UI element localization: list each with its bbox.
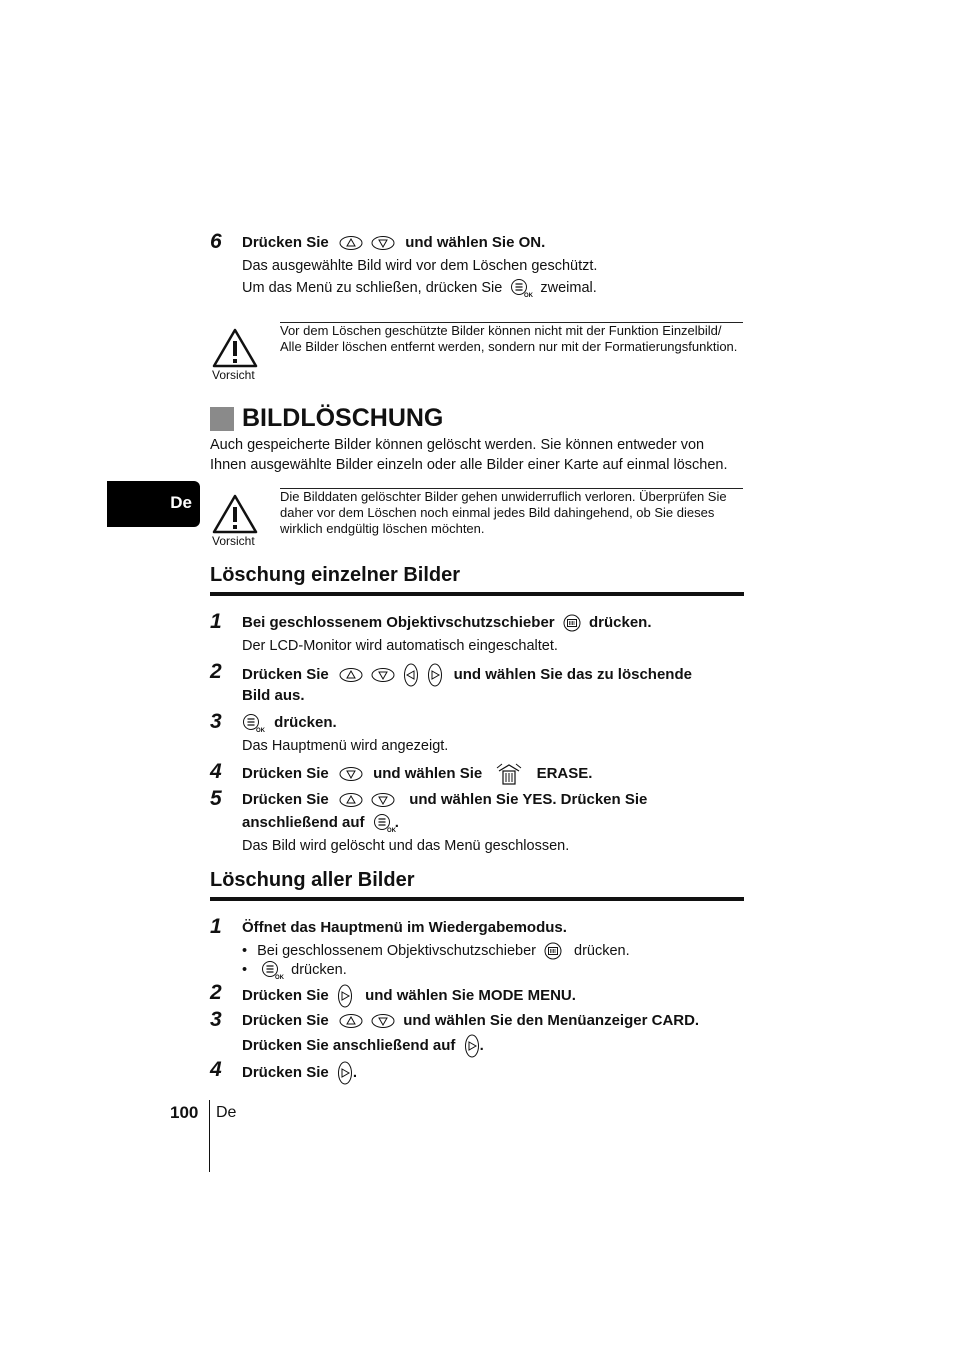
step-number: 2 (210, 660, 222, 683)
step-number: 1 (210, 915, 222, 938)
step-instruction: Drücken Sie und wählen Sie ON. (242, 234, 546, 251)
quickview-button-icon (563, 614, 581, 632)
section-title: BILDLÖSCHUNG (242, 404, 444, 432)
up-button-icon (339, 235, 363, 251)
caution-label: Vorsicht (212, 534, 255, 548)
step-instruction: anschließend auf OK . (242, 814, 399, 835)
ok-menu-button-icon (510, 278, 532, 298)
step-number: 1 (210, 610, 222, 633)
caution-label: Vorsicht (212, 368, 255, 382)
list-item: • Bei geschlossenem Objektivschutzschieber drücken. (242, 943, 630, 959)
step-description: Das Hauptmenü wird angezeigt. (242, 738, 449, 754)
up-button-icon (339, 667, 363, 683)
heading-rule (210, 897, 744, 901)
step-instruction: Drücken Sie anschließend auf . (242, 1034, 484, 1058)
right-button-icon (464, 1034, 480, 1058)
down-button-icon (371, 667, 395, 683)
up-button-icon (339, 1013, 363, 1029)
svg-text:OK: OK (275, 975, 285, 982)
quickview-button-icon (544, 942, 562, 960)
subsection-heading: Löschung aller Bilder (210, 869, 415, 891)
step-instruction: OK drücken. (242, 713, 337, 733)
page-number: 100 (170, 1103, 199, 1122)
section-intro: Auch gespeicherte Bilder können gelöscht werden. Sie können entweder von (210, 437, 705, 453)
step-number: 4 (210, 1058, 222, 1081)
footer-language: De (216, 1104, 237, 1121)
step-instruction: Drücken Sie und wählen Sie MODE MENU. (242, 984, 576, 1008)
section-marker (210, 407, 234, 431)
step-instruction: Drücken Sie und wählen Sie YES. Drücken Sie (242, 791, 648, 808)
trash-icon (496, 763, 522, 785)
right-button-icon (427, 663, 443, 687)
step-instruction: Drücken Sie . (242, 1061, 357, 1085)
right-button-icon (337, 984, 353, 1008)
footer-divider (209, 1100, 210, 1172)
step-number: 2 (210, 981, 222, 1004)
warning-icon (212, 328, 258, 373)
heading-rule (210, 592, 744, 596)
step-instruction: Öffnet das Hauptmenü im Wiedergabemodus. (242, 919, 567, 936)
step-instruction: Drücken Sie und wählen Sie ERASE. (242, 763, 592, 785)
list-item: • OK drücken. (242, 962, 347, 982)
step-description: Der LCD-Monitor wird automatisch eingeschaltet. (242, 638, 558, 654)
step-description: Das Bild wird gelöscht und das Menü geschlossen. (242, 838, 570, 854)
step-number: 3 (210, 710, 222, 733)
subsection-heading: Löschung einzelner Bilder (210, 564, 461, 586)
ok-menu-button-icon (242, 713, 264, 733)
svg-text:OK: OK (256, 728, 265, 735)
section-intro: Ihnen ausgewählte Bilder einzeln oder alle Bilder einer Karte auf einmal löschen. (210, 457, 728, 473)
down-button-icon (339, 766, 363, 782)
step-instruction: Drücken Sie und wählen Sie den Menüanzeiger CARD. (242, 1012, 700, 1029)
step-instruction: Drücken Sie und wählen Sie das zu löschende (242, 663, 692, 687)
step-description: Um das Menü zu schließen, drücken Sie OK zweimal. (242, 280, 597, 300)
step-number: 6 (210, 230, 222, 253)
step-instruction: Bild aus. (242, 687, 305, 704)
step-number: 5 (210, 787, 222, 810)
language-tab: De (107, 481, 200, 527)
down-button-icon (371, 235, 395, 251)
ok-menu-button-icon (261, 960, 283, 980)
left-button-icon (403, 663, 419, 687)
down-button-icon (371, 1013, 395, 1029)
step-number: 3 (210, 1008, 222, 1031)
svg-text:OK: OK (524, 293, 534, 300)
step-number: 4 (210, 760, 222, 783)
ok-menu-button-icon (373, 813, 395, 833)
down-button-icon (371, 792, 395, 808)
right-button-icon (337, 1061, 353, 1085)
up-button-icon (339, 792, 363, 808)
step-instruction: Bei geschlossenem Objektivschutzschieber drücken. (242, 614, 652, 631)
caution-text: Die Bilddaten gelöschter Bilder gehen unwiderruflich verloren. Überprüfen Sie daher vor dem Löschen noch einmal jedes Bild dahingehend, ob Sie dieses wirklich endgültig löschen möchten. (280, 489, 727, 536)
warning-icon (212, 494, 258, 539)
step-description: Das ausgewählte Bild wird vor dem Löschen geschützt. (242, 258, 598, 274)
caution-text: Vor dem Löschen geschützte Bilder können nicht mit der Funktion Einzelbild/ Alle Bilder löschen entfernt werden, sondern nur mit der Formatierungsfunktion. (280, 323, 738, 354)
svg-text:OK: OK (386, 828, 396, 835)
